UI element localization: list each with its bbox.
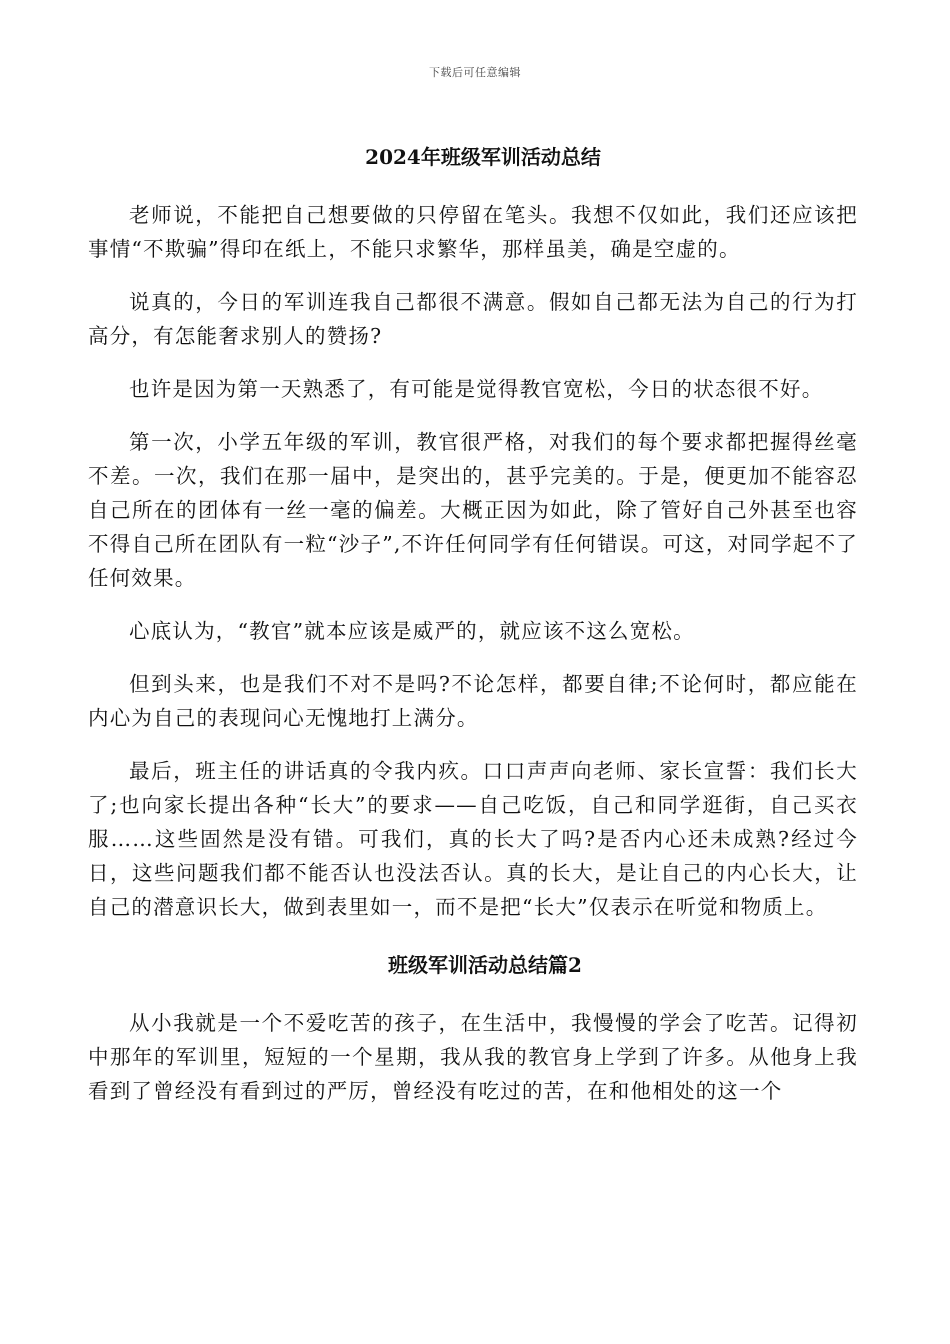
paragraph: 最后，班主任的讲话真的令我内疚。口口声声向老师、家长宣誓：我们长大了;也向家长提出各种“长大”的要求——自己吃饭，自己和同学逛街，自己买衣服……这些固然是没有错。可我们，真的长大了吗?是否内心还未成熟?经过今日，这些问题我们都不能否认也没法否认。真的长大，是让自己的内心长大，让自己的潜意识长大，做到表里如一，而不是把“长大”仅表示在听觉和物质上。 [88,759,858,919]
document-body [88,140,858,1108]
paragraph: 从小我就是一个不爱吃苦的孩子，在生活中，我慢慢的学会了吃苦。记得初中那年的军训里，短短的一个星期，我从我的教官身上学到了许多。从他身上我看到了曾经没有看到过的严厉，曾经没有吃过的苦，在和他相处的这一个 [88,1011,858,1103]
paragraph: 也许是因为第一天熟悉了，有可能是觉得教官宽松，今日的状态很不好。 [129,377,824,401]
paragraph: 但到头来，也是我们不对不是吗?不论怎样，都要自律;不论何时，都应能在内心为自己的表现问心无愧地打上满分。 [88,672,858,730]
paragraph: 心底认为，“教官”就本应该是威严的，就应该不这么宽松。 [129,619,695,643]
page-header-note: 下载后可任意编辑 [429,66,521,79]
section-title: 班级军训活动总结篇2 [388,953,582,977]
paragraph: 第一次，小学五年级的军训，教官很严格，对我们的每个要求都把握得丝毫不差。一次，我们在那一届中，是突出的，甚乎完美的。于是，便更加不能容忍自己所在的团体有一丝一毫的偏差。大概正因为如此，除了管好自己外甚至也容不得自己所在团队有一粒“沙子”,不许任何同学有任何错误。可这，对同学起不了任何效果。 [88,430,858,590]
paragraph: 说真的，今日的军训连我自己都很不满意。假如自己都无法为自己的行为打高分，有怎能奢求别人的赞扬? [88,290,858,348]
document-title: 2024年班级军训活动总结 [365,145,601,169]
paragraph: 老师说，不能把自己想要做的只停留在笔头。我想不仅如此，我们还应该把事情“不欺骗”得印在纸上，不能只求繁华，那样虽美，确是空虚的。 [88,203,858,261]
